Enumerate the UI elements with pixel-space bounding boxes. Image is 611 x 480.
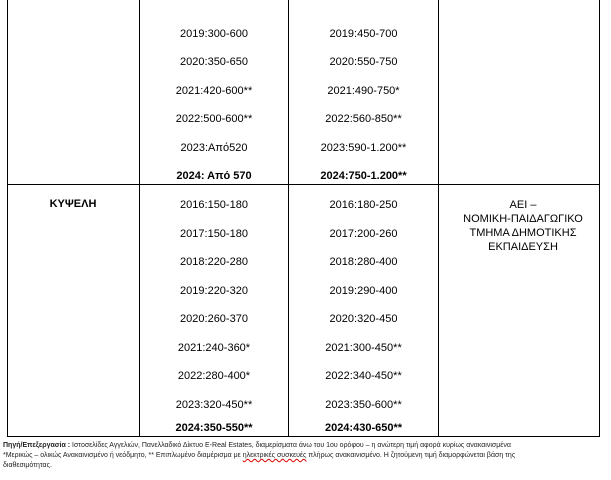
price-range-col1: 2018:220-280 <box>180 256 248 268</box>
price-range-col1: 2023:Από520 <box>180 142 248 154</box>
price-range-col2: 2022:560-850** <box>325 113 402 125</box>
price-range-col1: 2019:220-320 <box>180 285 248 297</box>
footnote-line-3: διαθεσιμότητας. <box>3 462 52 469</box>
footnote-text: πλήρως ανακαινισμένο. Η ζητούμενη τιμή διαμορφώνεται βάση της <box>306 452 516 459</box>
price-range-col1: 2023:320-450** <box>175 399 253 411</box>
price-range-col2: 2023:350-600** <box>325 399 402 411</box>
source-footnote <box>3 441 603 471</box>
price-range-col1: 2021:240-360* <box>177 342 251 354</box>
price-range-col1-current: 2024:350-550** <box>175 422 253 434</box>
price-range-col2: 2019:290-400 <box>329 285 398 297</box>
footnote-line-1 <box>3 441 603 451</box>
price-range-col2: 2023:590-1.200** <box>320 142 407 154</box>
price-range-col2-current: 2024:430-650** <box>324 422 403 434</box>
spellcheck-word: ηλεκτρικές συσκευές <box>242 452 307 459</box>
price-range-col2: 2022:340-450** <box>325 370 402 382</box>
price-range-col2: 2020:550-750 <box>329 56 398 68</box>
university-line: ΤΜΗΜΑ ΔΗΜΟΤΙΚΗΣ <box>469 227 577 239</box>
footnote-line-2 <box>3 451 603 461</box>
university-line: ΕΚΠΑΙΔΕΥΣΗ <box>488 241 558 253</box>
university-line: ΝΟΜΙΚΗ-ΠΑΙΔΑΓΩΓΙΚΟ <box>463 213 583 225</box>
price-range-col1: 2020:260-370 <box>180 313 248 325</box>
source-text: Ιστοσελίδες Αγγελιών, Πανελλαδικό Δίκτυο E-Real Estates, διαμερίσματα άνω του 1ου ορόφου – η ανώτερη τιμή αφορά κυρίως ανακαινισμένα <box>70 442 511 449</box>
table-border-right <box>599 0 600 437</box>
rent-price-table <box>7 0 600 437</box>
price-range-col1-current: 2024: Από 570 <box>176 170 252 182</box>
area-name: ΚΥΨΕΛΗ <box>49 198 97 210</box>
price-range-col2-current: 2024:750-1.200** <box>320 170 407 182</box>
price-range-col2: 2020:320-450 <box>329 313 398 325</box>
price-range-col1: 2022:280-400* <box>177 370 251 382</box>
price-range-col1: 2016:150-180 <box>180 199 248 211</box>
price-range-col2: 2019:450-700 <box>329 28 398 40</box>
price-range-col2: 2017:200-260 <box>329 228 398 240</box>
table-border-bottom <box>7 436 600 437</box>
table-divider-3 <box>438 0 439 437</box>
source-label: Πηγή/Επεξεργασία : <box>3 442 71 449</box>
price-range-col2: 2018:280-400 <box>329 256 398 268</box>
footnote-text: *Μερικώς – ολικώς Ανακαινισμένο ή νεόδμητο, ** Επιπλωμένο διαμέρισμα με <box>3 452 243 459</box>
price-range-col1: 2021:420-600** <box>175 85 253 97</box>
price-range-col2: 2016:180-250 <box>329 199 398 211</box>
table-border-left <box>7 0 8 437</box>
price-range-col1: 2020:350-650 <box>180 56 248 68</box>
university-line: ΑΕΙ – <box>509 199 537 211</box>
row-divider <box>7 184 600 185</box>
university-note <box>447 198 599 254</box>
price-range-col1: 2022:500-600** <box>175 113 253 125</box>
price-range-col1: 2017:150-180 <box>180 228 248 240</box>
price-range-col2: 2021:300-450** <box>325 342 402 354</box>
price-range-col2: 2021:490-750* <box>327 85 400 97</box>
price-range-col1: 2019:300-600 <box>180 28 248 40</box>
